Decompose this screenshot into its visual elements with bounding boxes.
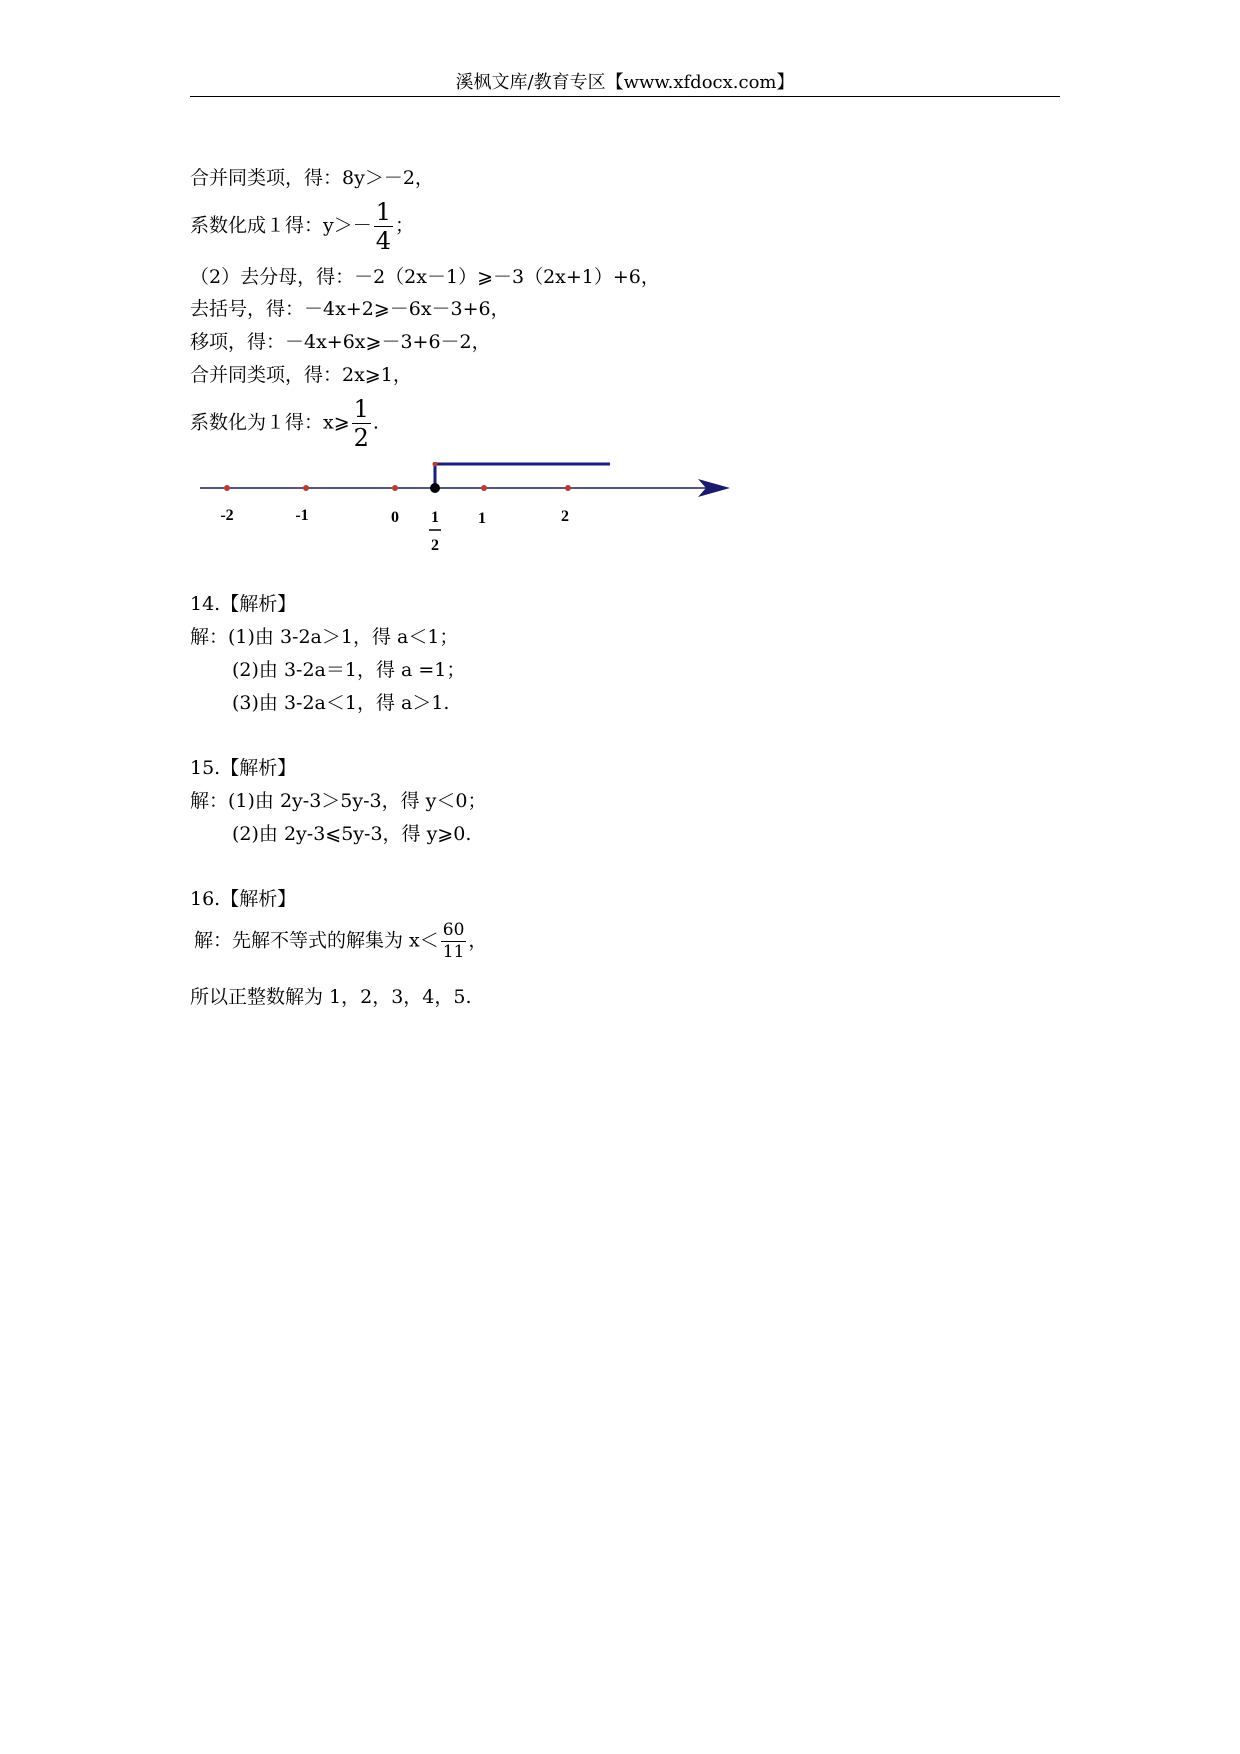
solid-point-one-half: [430, 483, 440, 493]
number-line-figure: [190, 462, 750, 572]
fraction-denominator: 11: [442, 942, 465, 962]
tick-point-0: [392, 485, 398, 491]
q15-line-2: (2)由 2y-3⩽5y-3，得 y⩾0.: [232, 823, 472, 845]
q16-line-1-end: ，: [468, 929, 488, 952]
solution-line-1: 合并同类项，得：8y＞－2，: [190, 167, 434, 189]
solution-line-3: （2）去分母，得：－2（2x－1）⩾－3（2x+1）+6，: [190, 266, 660, 288]
tick-label-half-numerator: 1: [431, 509, 439, 526]
tick-point-2: [565, 485, 571, 491]
tick-point-1: [481, 485, 487, 491]
solution-line-5: 移项，得：－4x+6x⩾－3+6－2，: [190, 331, 491, 353]
fraction-numerator: 60: [442, 920, 465, 940]
tick-point-neg1: [303, 485, 309, 491]
fraction-denominator: 4: [375, 227, 392, 255]
q16-line-1-text: 解：先解不等式的解集为 x＜: [194, 929, 439, 952]
tick-point-neg2: [224, 485, 230, 491]
q15-line-1: 解：(1)由 2y-3＞5y-3，得 y＜0；: [190, 790, 487, 812]
line-2-end: ；: [395, 214, 415, 237]
line-2-text: 系数化成１得：y＞－: [190, 214, 372, 237]
q15-title: 15.【解析】: [190, 757, 297, 779]
solution-line-6: 合并同类项，得：2x⩾1，: [190, 364, 412, 386]
tick-label-0: 0: [391, 509, 399, 526]
ray-corner-point: [433, 462, 438, 467]
q16-line-1: [194, 922, 487, 961]
solution-line-2: [190, 200, 414, 253]
solution-line-7: [190, 397, 379, 450]
q16-title: 16.【解析】: [190, 888, 297, 910]
header-divider: [190, 96, 1060, 97]
solution-line-4: 去括号，得：－4x+2⩾－6x－3+6，: [190, 298, 510, 320]
line-7-text: 系数化为１得：x⩾: [190, 411, 350, 434]
q16-line-2: 所以正整数解为 1，2，3，4，5.: [190, 986, 472, 1008]
solution-ray: [435, 464, 610, 488]
q14-title: 14.【解析】: [190, 593, 297, 615]
tick-label-neg2: -2: [220, 507, 234, 524]
fraction-sixty-over-eleven: [441, 922, 467, 961]
fraction-one-half: [352, 397, 371, 450]
fraction-one-quarter: [374, 200, 393, 253]
fraction-numerator: 1: [353, 395, 369, 423]
q14-line-3: (3)由 3-2a＜1，得 a＞1.: [232, 692, 450, 714]
tick-label-2: 2: [561, 508, 569, 525]
q14-line-2: (2)由 3-2a＝1，得 a =1；: [232, 659, 466, 681]
fraction-numerator: 1: [375, 198, 392, 226]
tick-label-neg1: -1: [295, 507, 309, 524]
tick-label-1: 1: [478, 510, 486, 527]
fraction-denominator: 2: [353, 424, 369, 452]
line-7-end: .: [372, 411, 379, 434]
page-header: 溪枫文库/教育专区【www.xfdocx.com】: [455, 72, 795, 93]
q14-line-1: 解：(1)由 3-2a＞1，得 a＜1；: [190, 626, 459, 648]
tick-label-half-denominator: 2: [431, 537, 439, 554]
